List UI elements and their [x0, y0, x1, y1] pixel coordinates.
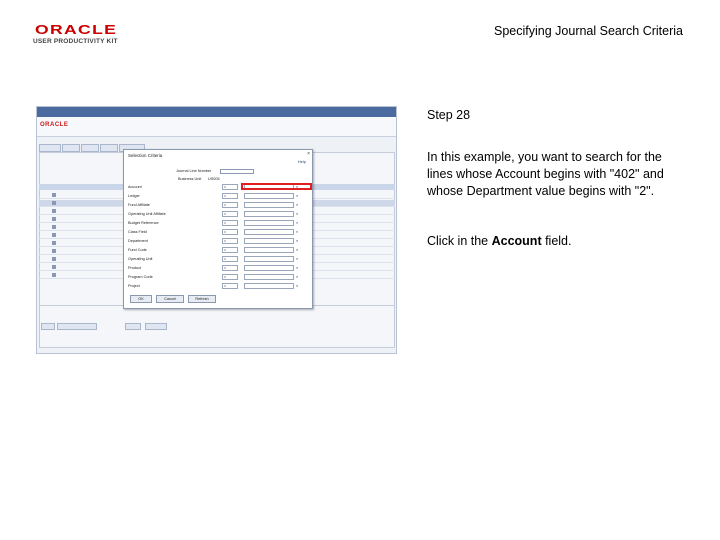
lookup-icon[interactable]: ⌕	[296, 193, 299, 198]
value-input[interactable]	[244, 229, 294, 235]
operator-select[interactable]: =	[222, 256, 238, 262]
row-checkbox[interactable]	[52, 233, 56, 237]
action-suffix: field.	[541, 234, 572, 248]
action-target: Account	[491, 234, 542, 248]
operator-select[interactable]: =	[222, 274, 238, 280]
operator-select[interactable]: =	[222, 202, 238, 208]
lookup-icon[interactable]: ⌕	[296, 256, 299, 261]
operator-select[interactable]: =	[222, 184, 238, 190]
lookup-icon[interactable]: ⌕	[296, 202, 299, 207]
field-label: Fund Code	[128, 248, 147, 252]
operator-select[interactable]: =	[222, 229, 238, 235]
business-unit-value: US005	[208, 177, 220, 181]
save-button[interactable]	[125, 323, 141, 330]
ok-button[interactable]: OK	[130, 295, 152, 303]
field-label: Account	[128, 185, 142, 189]
lookup-icon[interactable]: ⌕	[296, 265, 299, 270]
step-action	[427, 233, 687, 250]
field-label: Operating Unit	[128, 257, 153, 261]
journal-line-label: Journal Line Number	[176, 169, 212, 173]
lookup-icon[interactable]: ⌕	[296, 247, 299, 252]
value-input[interactable]	[244, 283, 294, 289]
field-label: Class Field	[128, 230, 147, 234]
lookup-icon[interactable]: ⌕	[296, 229, 299, 234]
business-unit-label: Business Unit	[178, 177, 202, 181]
field-label: Project	[128, 284, 140, 288]
click-target-highlight	[241, 183, 312, 190]
refresh-button[interactable]	[145, 323, 167, 330]
field-label: Program Code	[128, 275, 153, 279]
lookup-icon[interactable]: ⌕	[296, 274, 299, 279]
lookup-icon[interactable]: ⌕	[296, 211, 299, 216]
journal-line-select[interactable]	[220, 169, 254, 174]
operator-select[interactable]: =	[222, 220, 238, 226]
dialog-title: Selection Criteria	[128, 153, 163, 158]
value-input[interactable]	[244, 247, 294, 253]
action-prefix: Click in the	[427, 234, 492, 248]
step-number: Step 28	[427, 108, 471, 122]
operator-select[interactable]: =	[222, 238, 238, 244]
value-input[interactable]	[244, 211, 294, 217]
operator-select[interactable]: =	[222, 283, 238, 289]
lines-button[interactable]	[41, 323, 55, 330]
row-checkbox[interactable]	[52, 265, 56, 269]
operator-select[interactable]: =	[222, 211, 238, 217]
help-link[interactable]: Help	[297, 159, 306, 164]
app-header	[37, 117, 396, 137]
tab-header[interactable]	[39, 144, 61, 152]
value-input[interactable]	[244, 265, 294, 271]
field-label: Operating Unit Affiliate	[128, 212, 166, 216]
oracle-upk-logo	[33, 22, 123, 48]
lookup-icon[interactable]: ⌕	[296, 283, 299, 288]
app-logo: ORACLE	[40, 122, 69, 128]
department-input[interactable]	[244, 238, 294, 244]
lookup-icon[interactable]: ⌕	[296, 238, 299, 243]
step-instruction: In this example, you want to search for the lines whose Account begins with "402" and whose Department value begins with "2".	[427, 150, 664, 198]
lookup-icon[interactable]: ⌕	[296, 220, 299, 225]
value-input[interactable]	[244, 256, 294, 262]
logo-product: USER PRODUCTIVITY KIT	[33, 38, 118, 45]
refresh-button[interactable]: Refresh	[188, 295, 216, 303]
row-checkbox[interactable]	[52, 249, 56, 253]
value-input[interactable]	[244, 274, 294, 280]
logo-brand: ORACLE	[35, 22, 118, 37]
selection-criteria-dialog	[123, 149, 313, 309]
field-label: Ledger	[128, 194, 140, 198]
operator-select[interactable]: =	[222, 193, 238, 199]
document-title: Specifying Journal Search Criteria	[494, 24, 683, 38]
tab-totals[interactable]	[81, 144, 99, 152]
row-checkbox[interactable]	[52, 217, 56, 221]
row-checkbox[interactable]	[52, 257, 56, 261]
value-input[interactable]	[244, 202, 294, 208]
operator-select[interactable]: =	[222, 265, 238, 271]
row-checkbox[interactable]	[52, 225, 56, 229]
close-icon[interactable]: ×	[307, 151, 310, 157]
tab-lines[interactable]	[62, 144, 80, 152]
lookup-icon[interactable]: ⌕	[296, 184, 299, 189]
menu-bar	[37, 107, 396, 117]
operator-select[interactable]: =	[222, 247, 238, 253]
cancel-button[interactable]: Cancel	[156, 295, 184, 303]
row-checkbox[interactable]	[52, 193, 56, 197]
field-label: Fund Affiliate	[128, 203, 150, 207]
application-screenshot	[36, 106, 397, 354]
field-label: Product	[128, 266, 142, 270]
field-label: Department	[128, 239, 148, 243]
value-input[interactable]	[244, 220, 294, 226]
row-checkbox[interactable]	[52, 209, 56, 213]
value-input[interactable]	[244, 193, 294, 199]
field-label: Budget Reference	[128, 221, 159, 225]
process-button[interactable]	[57, 323, 97, 330]
row-checkbox[interactable]	[52, 201, 56, 205]
tab-errors[interactable]	[100, 144, 118, 152]
row-checkbox[interactable]	[52, 241, 56, 245]
row-checkbox[interactable]	[52, 273, 56, 277]
